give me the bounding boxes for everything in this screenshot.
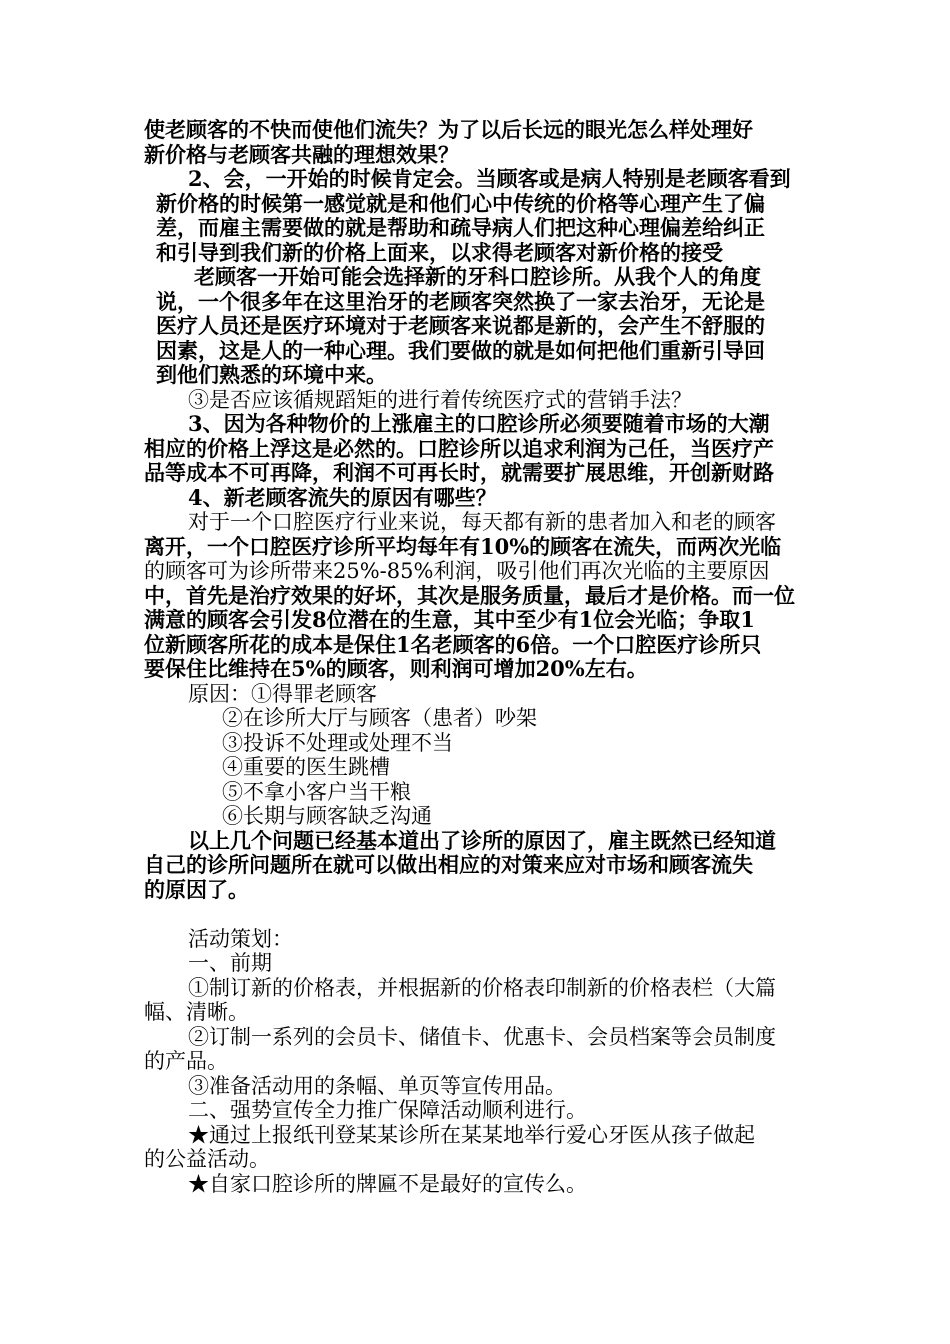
paragraph-line: 医疗人员还是医疗环境对于老顾客来说都是新的，会产生不舒服的 (156, 313, 765, 338)
paragraph-line: 相应的价格上浮这是必然的。口腔诊所以追求利润为己任，当医疗产 (144, 435, 774, 461)
paragraph-line: 新价格与老顾客共融的理想效果？ (144, 141, 459, 167)
paragraph-line: 差，而雇主需要做的就是帮助和疏导病人们把这种心理偏差给纠正 (156, 215, 765, 240)
paragraph-line: 新价格的时候第一感觉就是和他们心中传统的价格等心理产生了偏 (156, 190, 765, 216)
document-page (144, 118, 808, 1196)
paragraph-line: 以上几个问题已经基本道出了诊所的原因了，雇主既然已经知道 (188, 827, 776, 853)
paragraph-line: 品等成本不可再降，利润不可再长时，就需要扩展思维，开创新财路 (144, 460, 774, 485)
paragraph-line: 位新顾客所花的成本是保住1名老顾客的6倍。一个口腔医疗诊所只 (144, 631, 762, 657)
paragraph-line: 中，首先是治疗效果的好坏，其次是服务质量，最后才是价格。而一位 (144, 582, 795, 608)
paragraph-line: 到他们熟悉的环境中来。 (156, 362, 387, 387)
paragraph-line: 说，一个很多年在这里治牙的老顾客突然换了一家去治牙，无论是 (156, 288, 765, 314)
section-heading: 二、强势宣传全力推广保障活动顺利进行。 (188, 1098, 587, 1122)
paragraph-line: 4、新老顾客流失的原因有哪些？ (188, 484, 497, 510)
paragraph-line: 要保住比维持在5%的顾客，则利润可增加20%左右。 (144, 656, 648, 681)
paragraph-line: 对于一个口腔医疗行业来说，每天都有新的患者加入和老的顾客 (188, 510, 776, 534)
paragraph-line: 的原因了。 (144, 876, 249, 902)
paragraph-line: 离开，一个口腔医疗诊所平均每年有10%的顾客在流失，而两次光临 (144, 533, 782, 559)
blank-line (144, 902, 808, 927)
paragraph-line: 老顾客一开始可能会选择新的牙科口腔诊所。从我个人的角度 (194, 264, 761, 289)
paragraph-line: 自己的诊所问题所在就可以做出相应的对策来应对市场和顾客流失 (144, 852, 753, 877)
reasons-heading: 原因：①得罪老顾客 (188, 681, 377, 706)
paragraph-line: ★通过上报纸刊登某某诊所在某某地举行爱心牙医从孩子做起 (188, 1122, 755, 1147)
paragraph-line: 使老顾客的不快而使他们流失？为了以后长远的眼光怎么样处理好 (144, 117, 753, 142)
paragraph-line: 幅、清晰。 (144, 1000, 249, 1024)
paragraph-line: 满意的顾客会引发8位潜在的生意，其中至少有1位会光临；争取1 (144, 607, 755, 632)
paragraph-line: 的公益活动。 (144, 1147, 270, 1171)
paragraph-line: 因素，这是人的一种心理。我们要做的就是如何把他们重新引导回 (156, 337, 765, 363)
section-heading: 一、前期 (188, 951, 272, 975)
section-heading: 活动策划： (188, 926, 293, 951)
paragraph-line: 和引导到我们新的价格上面来，以求得老顾客对新价格的接受 (156, 239, 723, 265)
reason-item: ⑥长期与顾客缺乏沟通 (222, 804, 432, 828)
reason-item: ②在诊所大厅与顾客（患者）吵架 (222, 706, 537, 730)
paragraph-line: 的产品。 (144, 1049, 228, 1073)
paragraph-line: 的顾客可为诊所带来25%-85%利润，吸引他们再次光临的主要原因 (144, 559, 770, 583)
reason-item: ⑤不拿小客户当干粮 (222, 779, 411, 804)
paragraph-line: 3、因为各种物价的上涨雇主的口腔诊所必须要随着市场的大潮 (188, 411, 770, 436)
paragraph-line: ★自家口腔诊所的牌匾不是最好的宣传么。 (188, 1171, 587, 1196)
paragraph-line: ①制订新的价格表，并根据新的价格表印制新的价格表栏（大篇 (188, 975, 776, 1000)
paragraph-line: 2、会，一开始的时候肯定会。当顾客或是病人特别是老顾客看到 (188, 166, 791, 191)
reason-item: ④重要的医生跳槽 (222, 755, 390, 779)
paragraph-line: ②订制一系列的会员卡、储值卡、优惠卡、会员档案等会员制度 (188, 1024, 776, 1049)
reason-item: ③投诉不处理或处理不当 (222, 730, 453, 755)
paragraph-line: ③是否应该循规蹈矩的进行着传统医疗式的营销手法？ (188, 387, 692, 412)
paragraph-line: ③准备活动用的条幅、单页等宣传用品。 (188, 1073, 566, 1098)
